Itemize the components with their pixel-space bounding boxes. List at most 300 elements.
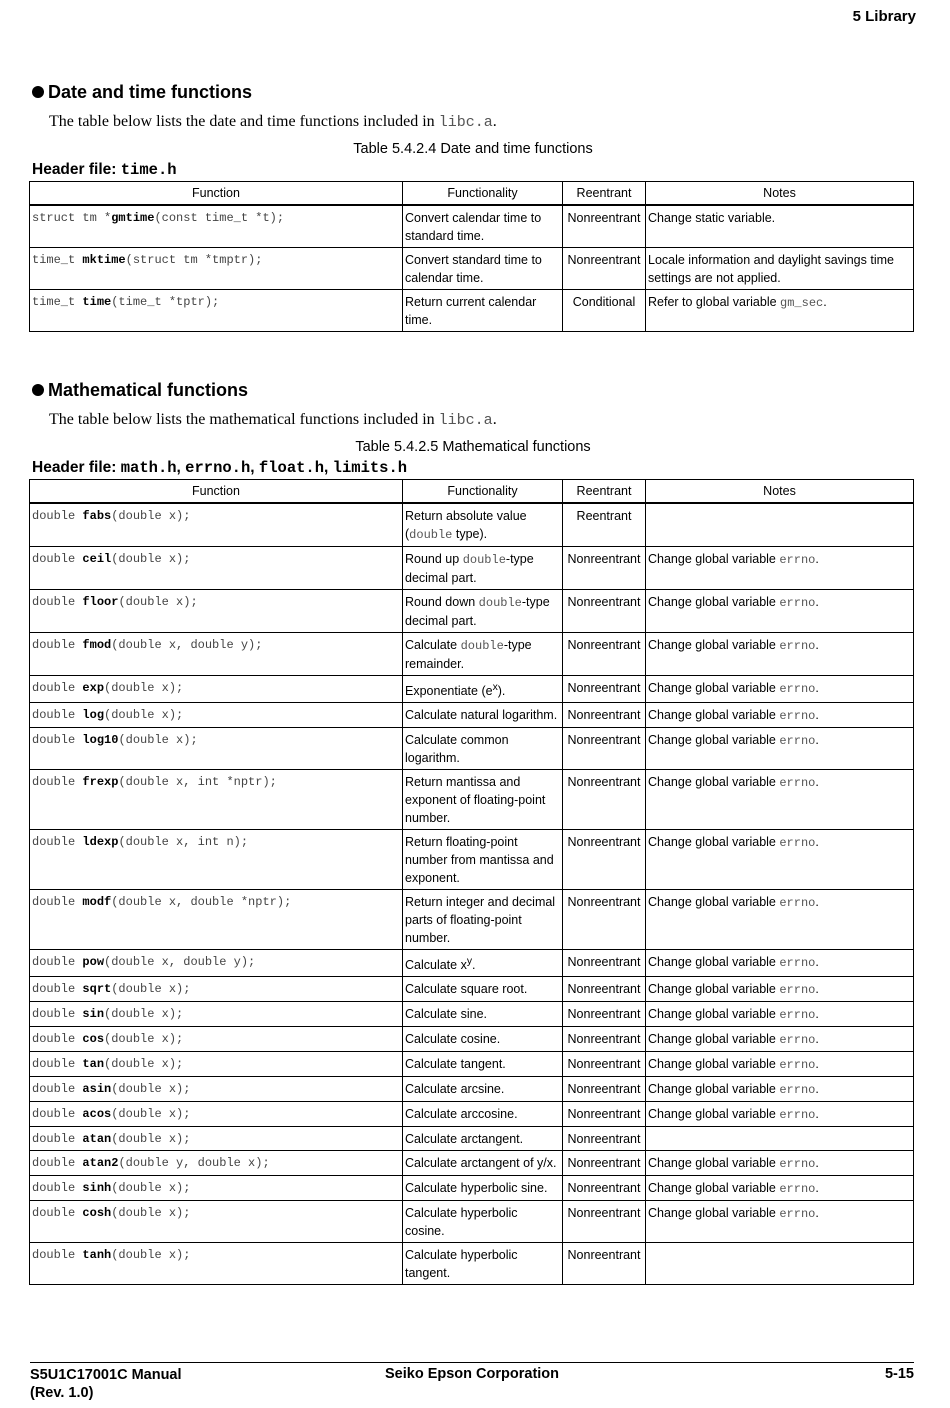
note-end: . [815, 681, 819, 695]
functionality-cell [403, 1002, 563, 1027]
note-end: . [815, 708, 819, 723]
function-name: tan [82, 1057, 105, 1072]
table-row [30, 547, 914, 590]
function-params: (double x); [111, 1206, 191, 1221]
functionality-cell [403, 1052, 563, 1077]
functionality-cell: Convert standard time to calendar time. [403, 248, 563, 290]
intro-paragraph [49, 113, 914, 135]
table-row [30, 1127, 914, 1151]
func-text: Calculate square root. [405, 982, 528, 997]
function-name: atan [82, 1132, 112, 1147]
reentrant-cell: Nonreentrant [563, 1077, 646, 1102]
note-code: gm_sec [780, 296, 824, 310]
header-file-name: limits.h [332, 459, 408, 477]
note-code: errno [779, 956, 816, 971]
function-cell [30, 1027, 403, 1052]
notes-cell [646, 950, 914, 977]
table-row [30, 676, 914, 703]
note-text: Change global variable [648, 835, 780, 850]
section-title [32, 377, 914, 403]
notes-cell [646, 1027, 914, 1052]
function-name: gmtime [111, 211, 155, 225]
func-text: Round up [405, 552, 463, 566]
functionality-cell [403, 1176, 563, 1201]
function-cell [30, 977, 403, 1002]
functionality-cell [403, 547, 563, 590]
function-name: fabs [82, 509, 112, 523]
function-prefix: double [32, 895, 83, 910]
functionality-cell: Convert calendar time to standard time. [403, 205, 563, 248]
function-name: frexp [82, 775, 119, 790]
note-code: errno [779, 553, 816, 567]
table-row [30, 1077, 914, 1102]
func-text: Calculate hyperbolic cosine. [405, 1206, 518, 1239]
function-prefix: double [32, 1032, 83, 1047]
intro-text: The table below lists the mathematical functions included in [49, 411, 439, 428]
function-cell [30, 1102, 403, 1127]
intro-code: libc.a [438, 114, 493, 131]
notes-cell [646, 770, 914, 830]
notes-cell [646, 503, 914, 547]
note-end: . [815, 1156, 819, 1171]
note-end: . [815, 1057, 819, 1072]
note-text: Change global variable [648, 595, 780, 609]
func-text: Calculate hyperbolic sine. [405, 1181, 548, 1196]
note-code: errno [779, 1083, 816, 1098]
note-code: errno [779, 734, 816, 749]
column-header: Reentrant [563, 182, 646, 206]
table-row [30, 1151, 914, 1176]
func-text: Calculate sine. [405, 1007, 487, 1022]
note-code: errno [779, 709, 816, 724]
func-text: Calculate tangent. [405, 1057, 506, 1072]
table-caption: Table 5.4.2.4 Date and time functions [353, 141, 593, 157]
function-prefix: double [32, 1248, 83, 1263]
reentrant-cell: Nonreentrant [563, 547, 646, 590]
table-row [30, 633, 914, 676]
func-code: double [409, 528, 453, 542]
function-prefix: time_t [32, 295, 83, 309]
function-params: (double x); [111, 982, 191, 997]
func-text: Exponentiate (e [405, 684, 493, 699]
note-text: Locale information and daylight savings time settings are not applied. [648, 253, 894, 285]
math-table [29, 479, 914, 1285]
note-code: errno [779, 682, 816, 696]
header-file-name: errno.h [185, 459, 251, 477]
func-superscript: x [492, 682, 498, 693]
note-text: Change global variable [648, 775, 780, 790]
note-text: Change global variable [648, 552, 780, 566]
notes-cell [646, 1127, 914, 1151]
section-title-text: Date and time functions [48, 81, 253, 102]
function-cell [30, 1243, 403, 1285]
bullet-icon [32, 384, 44, 396]
function-name: log10 [82, 733, 119, 748]
note-end: . [815, 638, 819, 652]
column-header: Function [30, 182, 403, 206]
function-prefix: double [32, 681, 83, 695]
header-file-name: float.h [258, 459, 325, 477]
notes-cell [646, 728, 914, 770]
note-code: errno [779, 1182, 816, 1197]
function-cell [30, 830, 403, 890]
footer-page-number: 5-15 [884, 1366, 914, 1382]
functionality-cell [403, 890, 563, 950]
reentrant-cell: Nonreentrant [563, 977, 646, 1002]
table-row [30, 1102, 914, 1127]
function-cell [30, 1201, 403, 1243]
function-prefix: double [32, 775, 83, 790]
function-prefix: double [32, 835, 83, 850]
reentrant-cell: Nonreentrant [563, 633, 646, 676]
note-text: Change global variable [648, 1057, 780, 1072]
function-params: (double y, double x); [118, 1156, 270, 1171]
function-params: (double x); [118, 733, 198, 748]
intro-end: . [492, 411, 497, 428]
footer-revision: (Rev. 1.0) [30, 1385, 94, 1401]
function-cell [30, 248, 403, 290]
note-code: errno [779, 1207, 816, 1222]
notes-cell [646, 1102, 914, 1127]
table-row [30, 950, 914, 977]
reentrant-cell: Nonreentrant [563, 1201, 646, 1243]
reentrant-cell: Nonreentrant [563, 205, 646, 248]
func-text: Calculate hyperbolic tangent. [405, 1248, 518, 1281]
table-row [30, 1201, 914, 1243]
functionality-cell [403, 977, 563, 1002]
function-name: time [82, 295, 112, 309]
func-text: ). [497, 684, 506, 699]
function-cell [30, 590, 403, 633]
func-text: Calculate arcsine. [405, 1082, 505, 1097]
function-params: (double x, double *nptr); [111, 895, 292, 910]
func-text: Return integer and decimal parts of floating-point number. [405, 895, 556, 946]
table-row [30, 890, 914, 950]
functionality-cell [403, 676, 563, 703]
header-file-name: math.h [120, 459, 177, 477]
function-prefix: double [32, 708, 83, 723]
function-prefix: double [32, 1132, 83, 1147]
function-cell [30, 1176, 403, 1201]
page-header: 5 Library [852, 8, 916, 25]
table-row [30, 977, 914, 1002]
reentrant-cell: Nonreentrant [563, 1002, 646, 1027]
function-cell [30, 205, 403, 248]
note-code: errno [779, 1157, 816, 1172]
func-text: Calculate natural logarithm. [405, 708, 558, 723]
notes-cell [646, 703, 914, 728]
page-footer [30, 1362, 914, 1401]
note-text: Change global variable [648, 895, 780, 910]
func-code: double [478, 596, 522, 610]
notes-cell [646, 1052, 914, 1077]
notes-cell [646, 248, 914, 290]
table-row [30, 590, 914, 633]
note-code: errno [779, 776, 816, 791]
notes-cell [646, 590, 914, 633]
function-params: (double x, int *nptr); [118, 775, 277, 790]
func-superscript: y [466, 956, 473, 968]
reentrant-cell: Nonreentrant [563, 1176, 646, 1201]
section-title-text: Mathematical functions [48, 379, 249, 400]
function-prefix: double [32, 552, 83, 566]
table-row [30, 503, 914, 547]
note-end: . [815, 895, 819, 910]
footer-left [30, 1366, 182, 1402]
function-prefix: double [32, 638, 83, 652]
note-end: . [815, 955, 819, 970]
function-cell [30, 503, 403, 547]
note-end: . [815, 982, 819, 997]
note-text: Change global variable [648, 982, 780, 997]
header-file-line [32, 161, 914, 181]
table-row [30, 830, 914, 890]
function-params: (double x); [111, 552, 191, 566]
footer-manual-title: S5U1C17001C Manual [30, 1367, 182, 1383]
table-row [30, 728, 914, 770]
func-text: Calculate cosine. [405, 1032, 501, 1047]
function-name: exp [82, 681, 105, 695]
function-cell [30, 728, 403, 770]
function-name: tanh [82, 1248, 112, 1263]
note-text: Change static variable. [648, 211, 776, 225]
notes-cell [646, 205, 914, 248]
function-cell [30, 950, 403, 977]
function-name: cosh [82, 1206, 112, 1221]
func-code: double [460, 639, 504, 653]
note-text: Refer to global variable [648, 295, 781, 309]
note-code: errno [779, 896, 816, 911]
footer-company: Seiko Epson Corporation [385, 1366, 560, 1382]
note-text: Change global variable [648, 1181, 780, 1196]
function-prefix: double [32, 509, 83, 523]
header-file-name: time.h [120, 161, 177, 179]
func-text: Calculate common logarithm. [405, 733, 509, 766]
functionality-cell [403, 703, 563, 728]
note-code: errno [779, 1008, 816, 1023]
func-text: Round down [405, 595, 479, 609]
note-code: errno [779, 1033, 816, 1048]
function-prefix: double [32, 1206, 83, 1221]
notes-cell [646, 890, 914, 950]
function-params: (double x, int n); [118, 835, 249, 850]
notes-cell [646, 547, 914, 590]
note-end: . [815, 1032, 819, 1047]
functionality-cell [403, 830, 563, 890]
function-params: (double x, double y); [111, 638, 263, 652]
note-text: Change global variable [648, 955, 780, 970]
reentrant-cell: Nonreentrant [563, 248, 646, 290]
function-params: (double x); [104, 1032, 184, 1047]
function-name: ldexp [82, 835, 119, 850]
note-text: Change global variable [648, 1156, 780, 1171]
intro-code: libc.a [438, 412, 493, 429]
function-params: (double x); [111, 1082, 191, 1097]
notes-cell [646, 1077, 914, 1102]
func-text: -type decimal part. [405, 595, 550, 628]
table-row [30, 1243, 914, 1285]
functionality-cell [403, 590, 563, 633]
functionality-cell [403, 1077, 563, 1102]
column-header: Functionality [403, 480, 563, 504]
bullet-icon [32, 86, 44, 98]
func-text: -type remainder. [405, 638, 532, 671]
func-text: Return absolute value ( [405, 509, 527, 541]
date-time-table [29, 181, 914, 332]
functionality-cell [403, 1151, 563, 1176]
function-name: modf [82, 895, 112, 910]
table-row [30, 703, 914, 728]
functionality-cell [403, 1027, 563, 1052]
table-row [30, 1052, 914, 1077]
func-text: Calculate x [405, 958, 467, 973]
function-params: (double x); [111, 509, 191, 523]
note-text: Change global variable [648, 708, 780, 723]
reentrant-cell: Nonreentrant [563, 950, 646, 977]
function-name: sinh [82, 1181, 112, 1196]
note-end: . [815, 733, 819, 748]
function-prefix: double [32, 1057, 83, 1072]
function-params: (double x, double y); [104, 955, 256, 970]
section-title [32, 79, 914, 105]
note-end: . [815, 775, 819, 790]
table-row [30, 205, 914, 248]
function-params: (double x); [104, 1007, 184, 1022]
functionality-cell [403, 770, 563, 830]
function-params: (const time_t *t); [154, 211, 285, 225]
note-end: . [815, 595, 819, 609]
notes-cell [646, 676, 914, 703]
function-cell [30, 1077, 403, 1102]
notes-cell [646, 830, 914, 890]
table-row [30, 770, 914, 830]
function-params: (double x); [104, 681, 184, 695]
note-text: Change global variable [648, 1206, 780, 1221]
func-text: Calculate arccosine. [405, 1107, 518, 1122]
function-name: sqrt [82, 982, 112, 997]
table-row [30, 290, 914, 332]
note-end: . [815, 1082, 819, 1097]
notes-cell [646, 977, 914, 1002]
function-params: (double x); [111, 1181, 191, 1196]
note-end: . [815, 1007, 819, 1022]
notes-cell [646, 1176, 914, 1201]
function-cell [30, 890, 403, 950]
math-section [32, 377, 914, 1285]
note-code: errno [779, 596, 816, 610]
reentrant-cell: Conditional [563, 290, 646, 332]
table-caption: Table 5.4.2.5 Mathematical functions [355, 439, 591, 455]
function-params: (double x); [111, 1107, 191, 1122]
function-name: asin [82, 1082, 112, 1097]
note-code: errno [779, 983, 816, 998]
functionality-cell [403, 728, 563, 770]
reentrant-cell: Nonreentrant [563, 676, 646, 703]
functionality-cell [403, 1243, 563, 1285]
function-cell [30, 547, 403, 590]
functionality-cell [403, 1102, 563, 1127]
functionality-cell [403, 503, 563, 547]
function-name: cos [82, 1032, 105, 1047]
column-header: Notes [646, 182, 914, 206]
note-text: Change global variable [648, 638, 780, 652]
table-row [30, 248, 914, 290]
function-prefix: double [32, 982, 83, 997]
note-end: . [815, 835, 819, 850]
function-params: (double x); [104, 708, 184, 723]
column-header: Reentrant [563, 480, 646, 504]
note-code: errno [779, 836, 816, 851]
reentrant-cell: Nonreentrant [563, 830, 646, 890]
function-prefix: double [32, 1107, 83, 1122]
function-name: mktime [82, 253, 126, 267]
func-text: Return mantissa and exponent of floating-point number. [405, 775, 546, 826]
note-text: Change global variable [648, 1032, 780, 1047]
note-text: Change global variable [648, 1007, 780, 1022]
function-params: (double x); [118, 595, 198, 609]
note-code: errno [779, 639, 816, 653]
func-code: double [462, 553, 506, 567]
func-text: type). [452, 527, 488, 541]
reentrant-cell: Nonreentrant [563, 703, 646, 728]
note-end: . [815, 1107, 819, 1122]
function-name: atan2 [82, 1156, 119, 1171]
function-name: sin [82, 1007, 105, 1022]
table-row [30, 1002, 914, 1027]
note-end: . [823, 295, 827, 309]
column-header: Functionality [403, 182, 563, 206]
column-header: Function [30, 480, 403, 504]
func-text: . [472, 958, 476, 973]
function-cell [30, 1151, 403, 1176]
reentrant-cell: Nonreentrant [563, 1102, 646, 1127]
func-text: Calculate arctangent. [405, 1132, 524, 1147]
function-name: pow [82, 955, 105, 970]
header-file-label: Header file: [32, 459, 121, 476]
function-cell [30, 290, 403, 332]
function-prefix: time_t [32, 253, 83, 267]
function-name: floor [82, 595, 119, 609]
reentrant-cell: Nonreentrant [563, 1052, 646, 1077]
notes-cell [646, 290, 914, 332]
note-end: . [815, 552, 819, 566]
reentrant-cell: Nonreentrant [563, 890, 646, 950]
function-cell [30, 1052, 403, 1077]
note-text: Change global variable [648, 681, 780, 695]
function-params: (time_t *tptr); [111, 295, 220, 309]
note-code: errno [779, 1108, 816, 1123]
function-cell [30, 1127, 403, 1151]
function-name: acos [82, 1107, 112, 1122]
header-file-line: Header file: math.h, errno.h, float.h, limits.h [32, 459, 408, 477]
function-cell [30, 770, 403, 830]
intro-end: . [492, 113, 497, 130]
functionality-cell: Return current calendar time. [403, 290, 563, 332]
notes-cell [646, 633, 914, 676]
note-end: . [815, 1181, 819, 1196]
func-text: Return floating-point number from mantissa and exponent. [405, 835, 554, 886]
function-params: (double x); [111, 1132, 191, 1147]
reentrant-cell: Nonreentrant [563, 728, 646, 770]
function-name: fmod [82, 638, 112, 652]
function-cell [30, 1002, 403, 1027]
notes-cell [646, 1243, 914, 1285]
functionality-cell [403, 950, 563, 977]
function-prefix: double [32, 733, 83, 748]
function-cell [30, 676, 403, 703]
note-code: errno [779, 1058, 816, 1073]
notes-cell [646, 1002, 914, 1027]
